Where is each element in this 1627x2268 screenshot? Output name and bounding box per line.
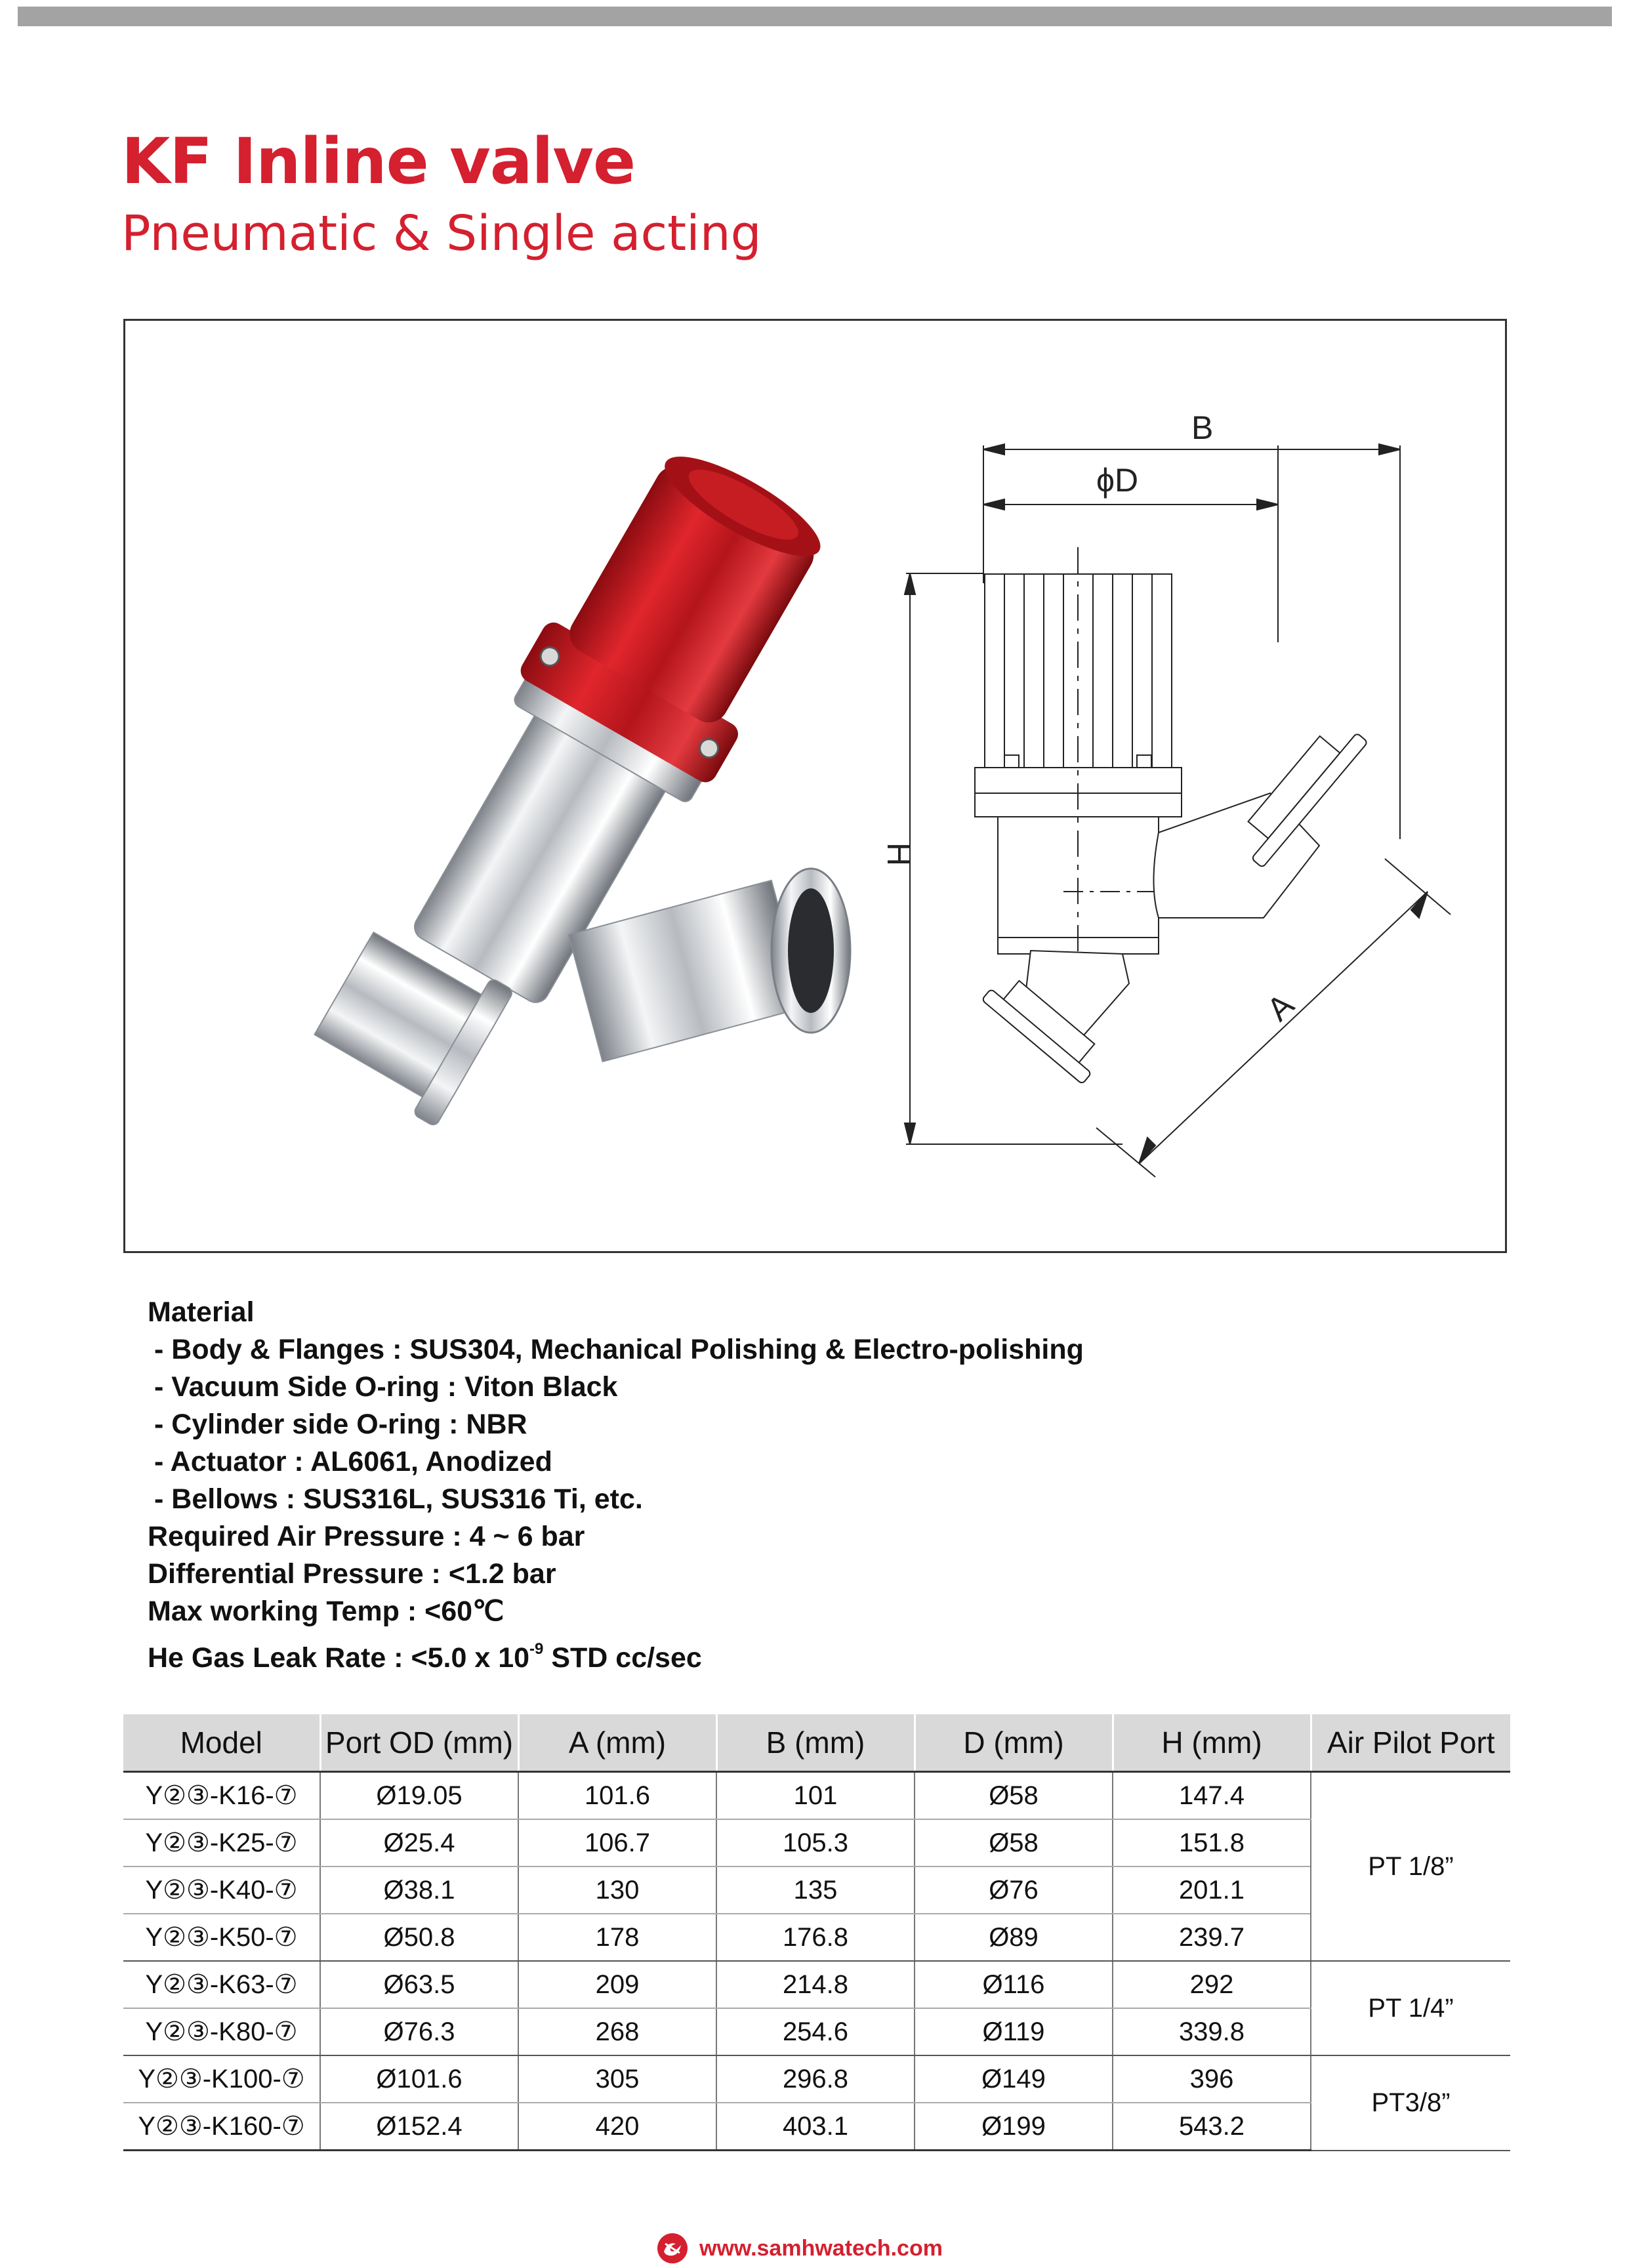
col-d: D (mm): [915, 1714, 1113, 1772]
cell-b: 176.8: [716, 1914, 915, 1961]
cell-a: 130: [518, 1866, 716, 1914]
cell-model: Y②③-K25-⑦: [123, 1819, 320, 1866]
cell-b: 296.8: [716, 2055, 915, 2103]
cell-d: Ø119: [915, 2008, 1113, 2055]
product-figure: [123, 319, 1507, 1253]
cell-b: 254.6: [716, 2008, 915, 2055]
cell-h: 239.7: [1113, 1914, 1311, 1961]
col-a: A (mm): [518, 1714, 716, 1772]
cell-d: Ø76: [915, 1866, 1113, 1914]
dim-d-label: ϕD: [1096, 462, 1139, 499]
cell-a: 268: [518, 2008, 716, 2055]
table-row: [123, 2055, 1510, 2103]
cell-b: 214.8: [716, 1961, 915, 2008]
top-bar: [18, 7, 1612, 26]
cell-d: Ø149: [915, 2055, 1113, 2103]
col-b: B (mm): [716, 1714, 915, 1772]
cell-port-od: Ø25.4: [320, 1819, 518, 1866]
spec-table: [123, 1714, 1510, 2151]
cell-a: 209: [518, 1961, 716, 2008]
footer: [656, 2229, 943, 2268]
leak-rate-exponent: -9: [529, 1640, 544, 1658]
dim-b-label: B: [1191, 409, 1214, 446]
cell-d: Ø116: [915, 1961, 1113, 2008]
table-row: [123, 1914, 1510, 1961]
cell-b: 101: [716, 1772, 915, 1820]
leak-rate-suffix: STD cc/sec: [543, 1642, 702, 1674]
cell-h: 151.8: [1113, 1819, 1311, 1866]
cell-port-od: Ø152.4: [320, 2103, 518, 2151]
dim-h-label: H: [880, 842, 917, 867]
cell-h: 339.8: [1113, 2008, 1311, 2055]
cell-a: 101.6: [518, 1772, 716, 1820]
col-port-od: Port OD (mm): [320, 1714, 518, 1772]
cell-air-pilot-port: PT 1/4”: [1311, 1961, 1510, 2055]
cell-h: 292: [1113, 1961, 1311, 2008]
cell-port-od: Ø50.8: [320, 1914, 518, 1961]
cell-model: Y②③-K40-⑦: [123, 1866, 320, 1914]
col-air-pilot-port: Air Pilot Port: [1311, 1714, 1510, 1772]
cell-h: 147.4: [1113, 1772, 1311, 1820]
page-title: KF Inline valve: [121, 125, 636, 198]
cell-port-od: Ø63.5: [320, 1961, 518, 2008]
material-item: - Body & Flanges : SUS304, Mechanical Polishing & Electro-polishing: [154, 1334, 1084, 1365]
cell-a: 420: [518, 2103, 716, 2151]
table-row: [123, 1772, 1510, 1820]
cell-port-od: Ø19.05: [320, 1772, 518, 1820]
cell-model: Y②③-K50-⑦: [123, 1914, 320, 1961]
cell-a: 305: [518, 2055, 716, 2103]
table-row: [123, 1961, 1510, 2008]
col-h: H (mm): [1113, 1714, 1311, 1772]
dim-a-label: A: [1260, 986, 1301, 1029]
table-row: [123, 2103, 1510, 2151]
leak-rate: [148, 1630, 1084, 1677]
cell-b: 135: [716, 1866, 915, 1914]
cell-air-pilot-port: PT 1/8”: [1311, 1772, 1510, 1962]
material-heading: Material: [148, 1296, 255, 1328]
table-row: [123, 1866, 1510, 1914]
cell-b: 403.1: [716, 2103, 915, 2151]
cell-d: Ø89: [915, 1914, 1113, 1961]
samhwa-logo-icon: [656, 2232, 689, 2265]
table-row: [123, 2008, 1510, 2055]
material-item: - Cylinder side O-ring : NBR: [154, 1409, 527, 1440]
cell-port-od: Ø38.1: [320, 1866, 518, 1914]
figure-svg: [125, 321, 1509, 1255]
cell-port-od: Ø76.3: [320, 2008, 518, 2055]
cell-model: Y②③-K80-⑦: [123, 2008, 320, 2055]
leak-rate-prefix: He Gas Leak Rate : <5.0 x 10: [148, 1642, 530, 1674]
max-working-temp: Max working Temp : <60℃: [148, 1596, 505, 1627]
material-item: - Actuator : AL6061, Anodized: [154, 1446, 552, 1477]
table-header-row: [123, 1714, 1510, 1772]
page-subtitle: Pneumatic & Single acting: [121, 205, 762, 262]
cell-b: 105.3: [716, 1819, 915, 1866]
cell-h: 396: [1113, 2055, 1311, 2103]
air-pressure: Required Air Pressure : 4 ~ 6 bar: [148, 1521, 585, 1552]
cell-a: 106.7: [518, 1819, 716, 1866]
cell-port-od: Ø101.6: [320, 2055, 518, 2103]
cell-air-pilot-port: PT3/8”: [1311, 2055, 1510, 2151]
cell-d: Ø58: [915, 1772, 1113, 1820]
cell-h: 543.2: [1113, 2103, 1311, 2151]
website-link[interactable]: www.samhwatech.com: [699, 2235, 943, 2261]
cell-a: 178: [518, 1914, 716, 1961]
cell-h: 201.1: [1113, 1866, 1311, 1914]
material-item: - Bellows : SUS316L, SUS316 Ti, etc.: [154, 1483, 643, 1515]
cell-model: Y②③-K63-⑦: [123, 1961, 320, 2008]
differential-pressure: Differential Pressure : <1.2 bar: [148, 1558, 556, 1590]
cell-model: Y②③-K160-⑦: [123, 2103, 320, 2151]
technical-drawing: [905, 444, 1451, 1177]
valve-photo: [304, 428, 852, 1127]
table-row: [123, 1819, 1510, 1866]
cell-d: Ø199: [915, 2103, 1113, 2151]
material-item: - Vacuum Side O-ring : Viton Black: [154, 1371, 618, 1403]
material-specs: [148, 1294, 1084, 1677]
cell-d: Ø58: [915, 1819, 1113, 1866]
cell-model: Y②③-K16-⑦: [123, 1772, 320, 1820]
col-model: Model: [123, 1714, 320, 1772]
cell-model: Y②③-K100-⑦: [123, 2055, 320, 2103]
